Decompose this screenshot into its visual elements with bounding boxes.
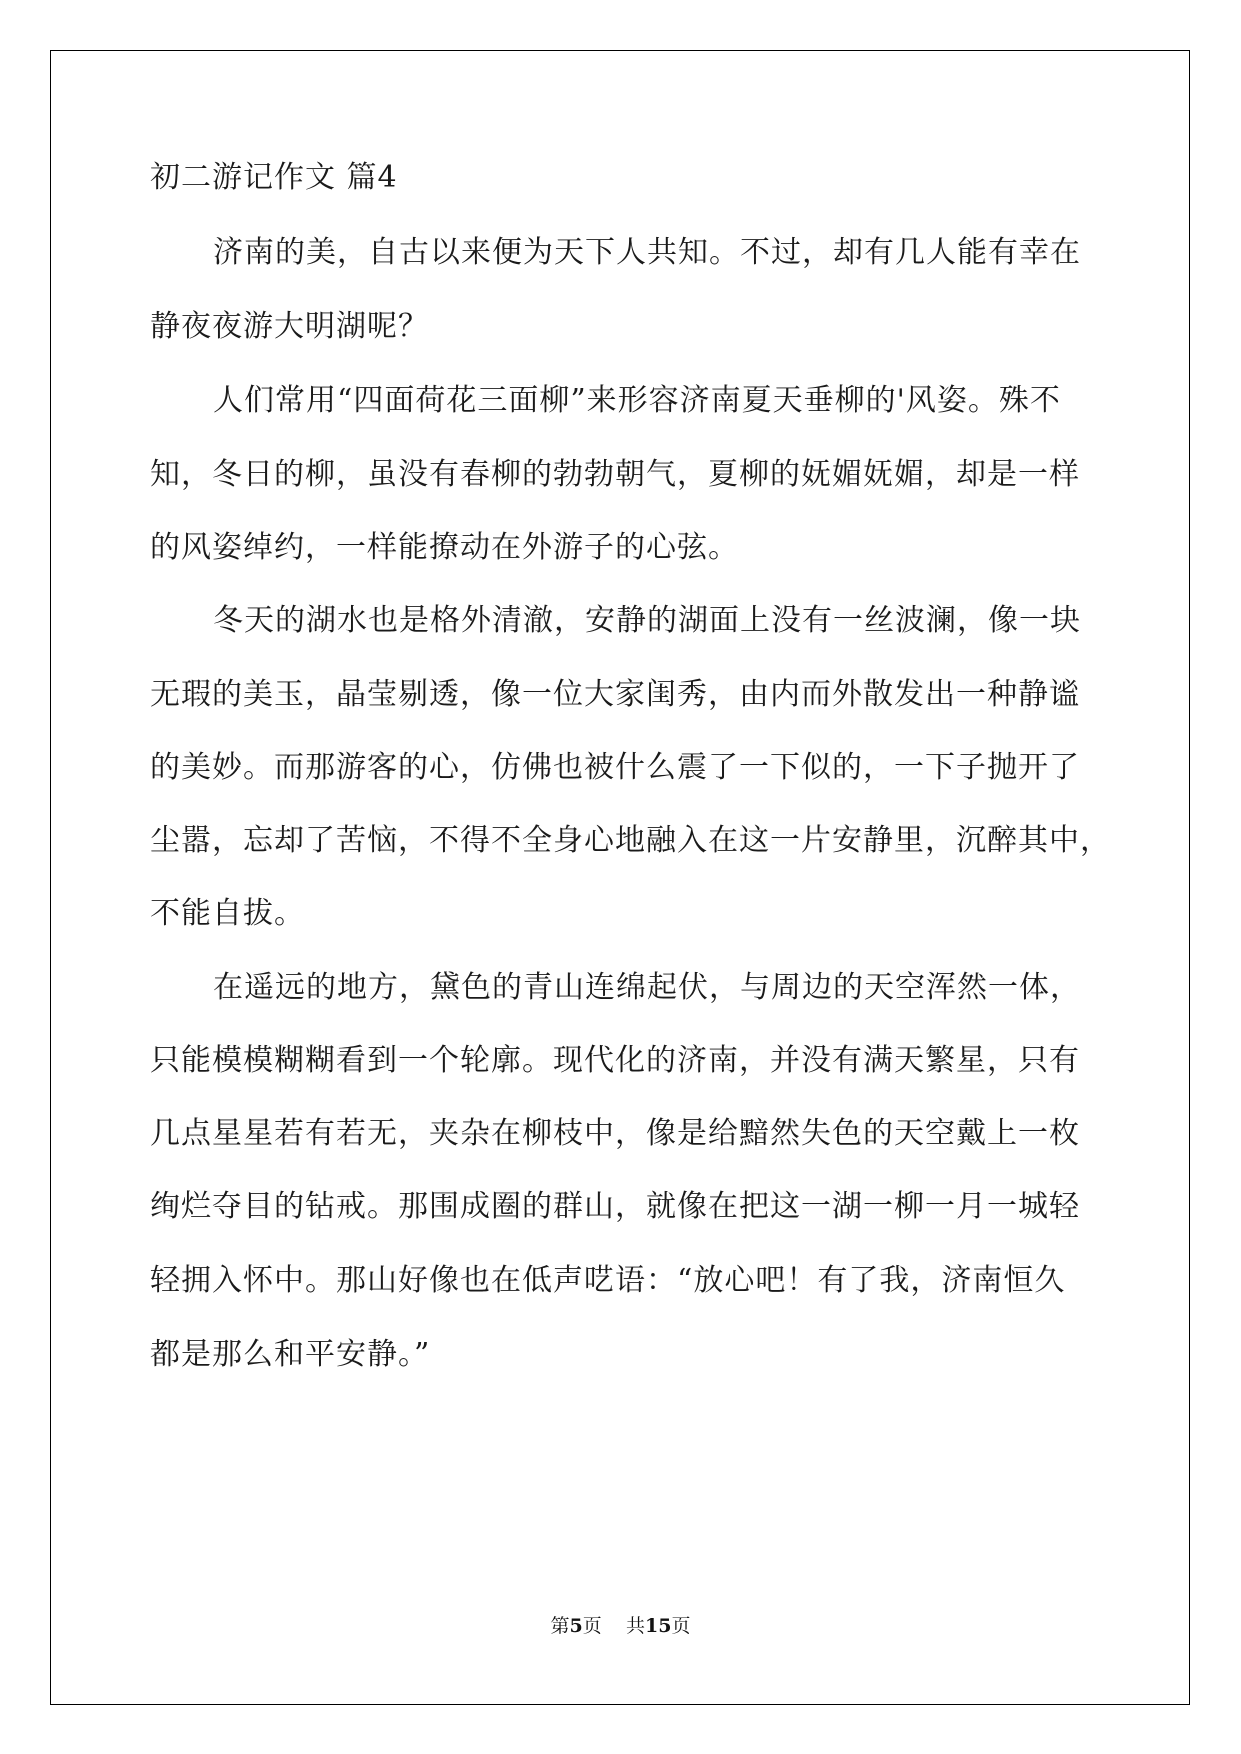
total-page-number: 15 xyxy=(644,1615,672,1637)
total-prefix: 共 xyxy=(625,1615,645,1637)
paragraph-line: 绚烂夺目的钻戒。那围成圈的群山，就像在把这一湖一柳一月一城轻 xyxy=(150,1189,1080,1224)
paragraph-line: 的美妙。而那游客的心，仿佛也被什么震了一下似的，一下子抛开了 xyxy=(150,750,1080,785)
page-number-footer xyxy=(0,1611,1241,1638)
paragraph-line: 人们常用“四面荷花三面柳”来形容济南夏天垂柳的'风姿。殊不 xyxy=(213,383,1061,418)
paragraph-line: 都是那么和平安静。” xyxy=(150,1337,431,1372)
page-border xyxy=(50,50,1190,1705)
paragraph-line: 静夜夜游大明湖呢？ xyxy=(150,309,429,344)
paragraph-line: 的风姿绰约，一样能撩动在外游子的心弦。 xyxy=(150,530,739,565)
paragraph-line: 不能自拔。 xyxy=(150,896,305,931)
paragraph-line: 济南的美，自古以来便为天下人共知。不过，却有几人能有幸在 xyxy=(213,235,1081,270)
paragraph-line: 在遥远的地方，黛色的青山连绵起伏，与周边的天空浑然一体， xyxy=(213,970,1081,1005)
paragraph-line: 轻拥入怀中。那山好像也在低声呓语：“放心吧！有了我，济南恒久 xyxy=(150,1263,1066,1298)
page-prefix: 第 xyxy=(550,1615,570,1637)
paragraph-line: 尘嚣，忘却了苦恼，不得不全身心地融入在这一片安静里，沉醉其中， xyxy=(150,823,1111,858)
paragraph-line: 冬天的湖水也是格外清澈，安静的湖面上没有一丝波澜，像一块 xyxy=(213,603,1081,638)
document-title: 初二游记作文 篇4 xyxy=(150,160,398,195)
paragraph-line: 几点星星若有若无，夹杂在柳枝中，像是给黯然失色的天空戴上一枚 xyxy=(150,1116,1080,1151)
current-page-number: 5 xyxy=(569,1615,583,1637)
total-unit: 页 xyxy=(671,1615,691,1637)
paragraph-line: 知，冬日的柳，虽没有春柳的勃勃朝气，夏柳的妩媚妩媚，却是一样 xyxy=(150,457,1080,492)
page-unit: 页 xyxy=(582,1615,602,1637)
paragraph-line: 无瑕的美玉，晶莹剔透，像一位大家闺秀，由内而外散发出一种静谧 xyxy=(150,677,1080,712)
paragraph-line: 只能模模糊糊看到一个轮廓。现代化的济南，并没有满天繁星，只有 xyxy=(150,1043,1080,1078)
